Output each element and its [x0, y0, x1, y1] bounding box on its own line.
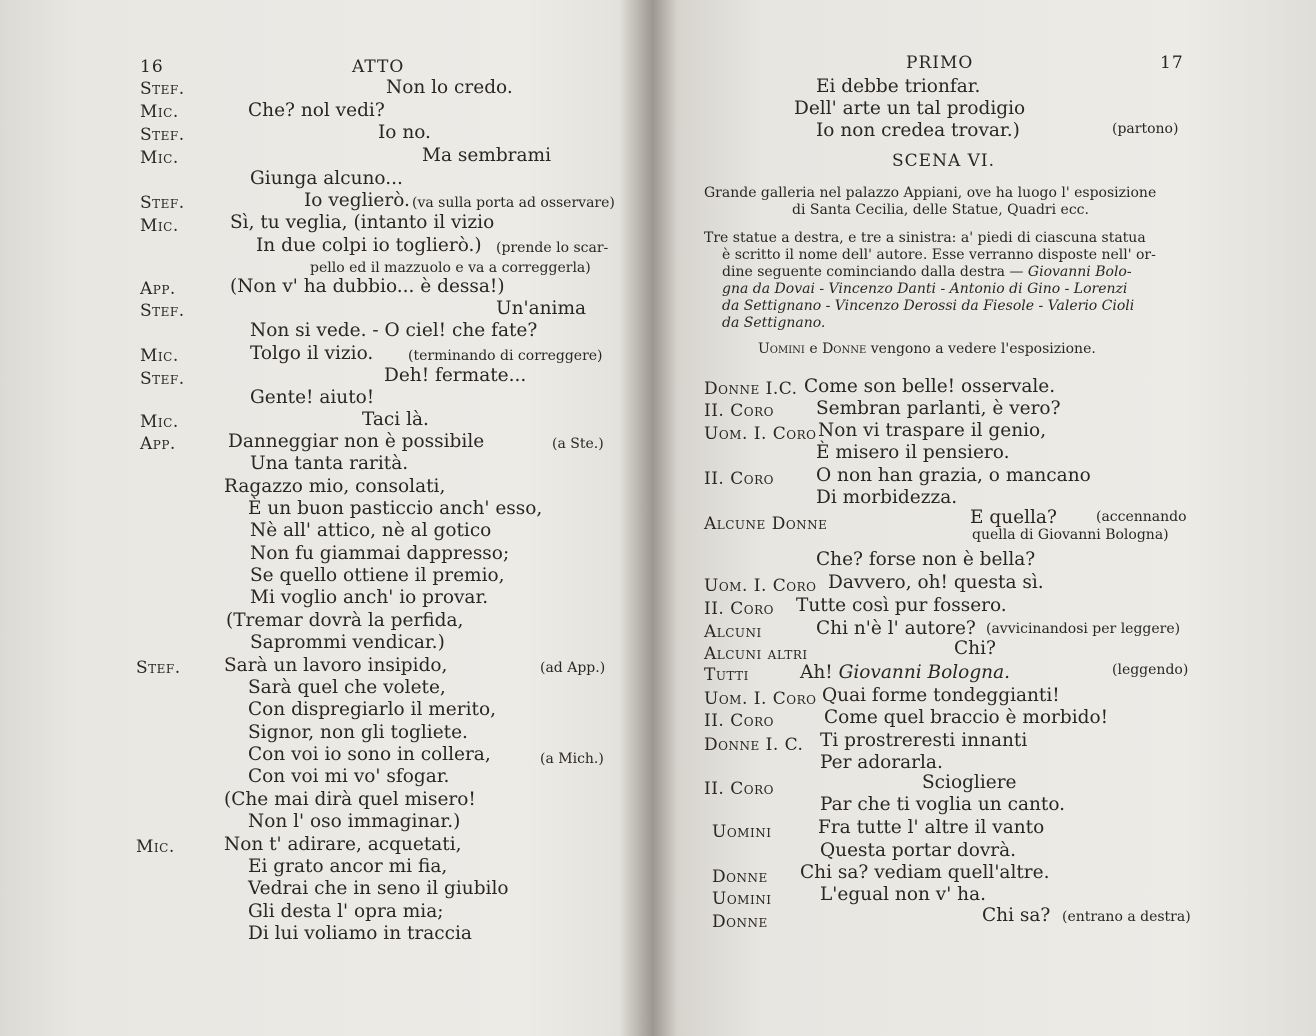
- verse-text: O non han grazia, o mancano: [816, 465, 1091, 486]
- verse-text: Sarà quel che volete,: [248, 677, 446, 698]
- verse-text: (Tremar dovrà la perfida,: [226, 610, 464, 631]
- speaker-name: Stef.: [140, 193, 185, 213]
- statue-description: dine seguente cominciando dalla destra — Giovanni Bolo-: [722, 264, 1132, 280]
- setting-description: di Santa Cecilia, delle Statue, Quadri ecc.: [792, 202, 1089, 218]
- verse-text: Taci là.: [362, 409, 429, 430]
- speaker-name: Stef.: [140, 79, 185, 99]
- verse-text: Io veglierò.: [304, 190, 410, 211]
- statue-description: da Settignano.: [722, 315, 826, 331]
- verse-text: Sembran parlanti, è vero?: [816, 398, 1061, 419]
- verse-text: Davvero, oh! questa sì.: [828, 572, 1044, 593]
- verse-text: Sciogliere: [922, 772, 1017, 793]
- speaker-name: Stef.: [140, 369, 185, 389]
- verse-text: Ti prostreresti innanti: [820, 730, 1028, 751]
- verse-text: Non l' oso immaginar.): [248, 811, 461, 832]
- verse-text: Tutte così pur fossero.: [796, 595, 1007, 616]
- stage-direction: (partono): [1112, 121, 1179, 137]
- verse-text: Sarà un lavoro insipido,: [224, 655, 448, 676]
- verse-text: Vedrai che in seno il giubilo: [248, 878, 509, 899]
- verse-text: Io non credea trovar.): [816, 120, 1020, 141]
- speaker-name: Stef.: [140, 125, 185, 145]
- stage-direction: quella di Giovanni Bologna): [972, 527, 1169, 543]
- stage-direction: (a Ste.): [552, 436, 604, 452]
- verse-text: Se quello ottiene il premio,: [250, 565, 505, 586]
- verse-text: Di morbidezza.: [816, 487, 958, 508]
- speaker-name: Stef.: [140, 301, 185, 321]
- page-number: 17: [1160, 53, 1184, 73]
- verse-text: L'egual non v' ha.: [820, 884, 986, 905]
- speaker-name: Mic.: [136, 837, 175, 857]
- verse-text: Mi voglio anch' io provar.: [250, 587, 489, 608]
- entrance-direction: Uomini e Donne vengono a vedere l'esposizione.: [758, 341, 1096, 357]
- verse-text: Ei debbe trionfar.: [816, 76, 981, 97]
- verse-text: Sì, tu veglia, (intanto il vizio: [230, 212, 495, 233]
- verse-text: Danneggiar non è possibile: [228, 431, 485, 452]
- speaker-name: Mic.: [140, 216, 179, 236]
- statue-description: Tre statue a destra, e tre a sinistra: a' piedi di ciascuna statua: [704, 230, 1146, 246]
- verse-text: Fra tutte l' altre il vanto: [818, 817, 1045, 838]
- verse-text: Chi?: [954, 638, 996, 659]
- speaker-name: II. Coro: [704, 779, 774, 799]
- speaker-name: Mic.: [140, 148, 179, 168]
- verse-text: Chi n'è l' autore?: [816, 618, 976, 639]
- verse-text: Non lo credo.: [386, 77, 513, 98]
- verse-text: Gente! aiuto!: [250, 387, 375, 408]
- right-page: [660, 0, 1316, 1036]
- verse-text: Chi sa?: [982, 905, 1051, 926]
- stage-direction: (prende lo scar-: [496, 240, 609, 256]
- speaker-name: Donne: [712, 867, 768, 887]
- verse-text: Ah! Giovanni Bologna.: [800, 662, 1010, 683]
- verse-text: Io no.: [378, 122, 431, 143]
- speaker-name: Stef.: [136, 658, 181, 678]
- running-head: ATTO: [352, 57, 405, 77]
- verse-text: Che? nol vedi?: [248, 100, 385, 121]
- running-head: PRIMO: [906, 53, 974, 73]
- statue-description: gna da Dovai - Vincenzo Danti - Antonio di Gino - Lorenzi: [722, 281, 1128, 297]
- speaker-name: Alcune Donne: [704, 514, 828, 534]
- speaker-name: Uom. I. Coro: [704, 689, 817, 709]
- speaker-name: Alcuni altri: [704, 644, 808, 664]
- verse-text: Par che ti voglia un canto.: [820, 794, 1066, 815]
- speaker-name: Donne I. C.: [704, 735, 804, 755]
- setting-description: Grande galleria nel palazzo Appiani, ove ha luogo l' esposizione: [704, 185, 1157, 201]
- verse-text: Non si vede. - O ciel! che fate?: [250, 320, 538, 341]
- verse-text: Per adorarla.: [820, 752, 943, 773]
- statue-description: è scritto il nome dell' autore. Esse verranno disposte nell' or-: [722, 247, 1156, 263]
- verse-text: Come son belle! osservale.: [804, 376, 1056, 397]
- verse-text: Non fu giammai dappresso;: [250, 543, 510, 564]
- speaker-name: Uomini: [712, 822, 772, 842]
- speaker-name: Tutti: [704, 665, 749, 685]
- stage-direction: (leggendo): [1112, 662, 1189, 678]
- left-page: [0, 0, 654, 1036]
- verse-text: Saprommi vendicar.): [250, 632, 445, 653]
- verse-text: Di lui voliamo in traccia: [248, 923, 472, 944]
- verse-text: Come quel braccio è morbido!: [824, 707, 1109, 728]
- verse-text: È misero il pensiero.: [816, 442, 1010, 463]
- verse-text: Chi sa? vediam quell'altre.: [800, 862, 1050, 883]
- verse-text: Gli desta l' opra mia;: [248, 901, 444, 922]
- verse-text: Tolgo il vizio.: [250, 343, 374, 364]
- speaker-name: Uom. I. Coro: [704, 576, 817, 596]
- speaker-name: II. Coro: [704, 469, 774, 489]
- stage-direction: (entrano a destra): [1062, 909, 1191, 925]
- statue-description: da Settignano - Vincenzo Derossi da Fiesole - Valerio Cioli: [722, 298, 1135, 314]
- speaker-name: Mic.: [140, 346, 179, 366]
- verse-text: Un'anima: [496, 298, 587, 319]
- verse-text: Ei grato ancor mi fia,: [248, 856, 448, 877]
- speaker-name: Donne I.C.: [704, 379, 798, 399]
- speaker-name: App.: [140, 434, 176, 454]
- verse-text: Questa portar dovrà.: [820, 840, 1017, 861]
- verse-text: Ragazzo mio, consolati,: [224, 476, 446, 497]
- speaker-name: Mic.: [140, 412, 179, 432]
- speaker-name: Mic.: [140, 102, 179, 122]
- speaker-name: Alcuni: [704, 622, 762, 642]
- page-number: 16: [140, 57, 164, 77]
- verse-text: Non vi traspare il genio,: [818, 420, 1047, 441]
- speaker-name: II. Coro: [704, 401, 774, 421]
- verse-text: (Che mai dirà quel misero!: [224, 789, 476, 810]
- verse-text: E quella?: [970, 507, 1057, 528]
- stage-direction: (accennando: [1096, 509, 1187, 525]
- verse-text: Che? forse non è bella?: [816, 549, 1036, 570]
- verse-text: Una tanta rarità.: [250, 453, 409, 474]
- verse-text: Giunga alcuno...: [250, 168, 403, 189]
- stage-direction: (a Mich.): [540, 751, 604, 767]
- speaker-name: II. Coro: [704, 599, 774, 619]
- stage-direction: pello ed il mazzuolo e va a correggerla): [310, 260, 591, 276]
- verse-text: In due colpi io toglierò.): [256, 235, 482, 256]
- verse-text: (Non v' ha dubbio... è dessa!): [230, 276, 505, 297]
- verse-text: Dell' arte un tal prodigio: [794, 98, 1026, 119]
- verse-text: Deh! fermate...: [384, 365, 527, 386]
- verse-text: Ma sembrami: [422, 145, 552, 166]
- scene-heading: SCENA VI.: [892, 151, 996, 171]
- verse-text: Non t' adirare, acquetati,: [224, 834, 462, 855]
- verse-text: Nè all' attico, nè al gotico: [250, 520, 492, 541]
- speaker-name: II. Coro: [704, 711, 774, 731]
- speaker-name: Uomini: [712, 889, 772, 909]
- stage-direction: (ad App.): [540, 660, 606, 676]
- stage-direction: (avvicinandosi per leggere): [986, 621, 1181, 637]
- stage-direction: (va sulla porta ad osservare): [412, 195, 615, 211]
- speaker-name: Uom. I. Coro: [704, 424, 817, 444]
- verse-text: È un buon pasticcio anch' esso,: [248, 498, 543, 519]
- verse-text: Quai forme tondeggianti!: [822, 685, 1060, 706]
- verse-text: Signor, non gli togliete.: [248, 722, 468, 743]
- verse-text: Con voi io sono in collera,: [248, 744, 491, 765]
- stage-direction: (terminando di correggere): [408, 348, 603, 364]
- speaker-name: App.: [140, 279, 176, 299]
- speaker-name: Donne: [712, 912, 768, 932]
- verse-text: Con voi mi vo' sfogar.: [248, 766, 450, 787]
- verse-text: Con dispregiarlo il merito,: [248, 699, 496, 720]
